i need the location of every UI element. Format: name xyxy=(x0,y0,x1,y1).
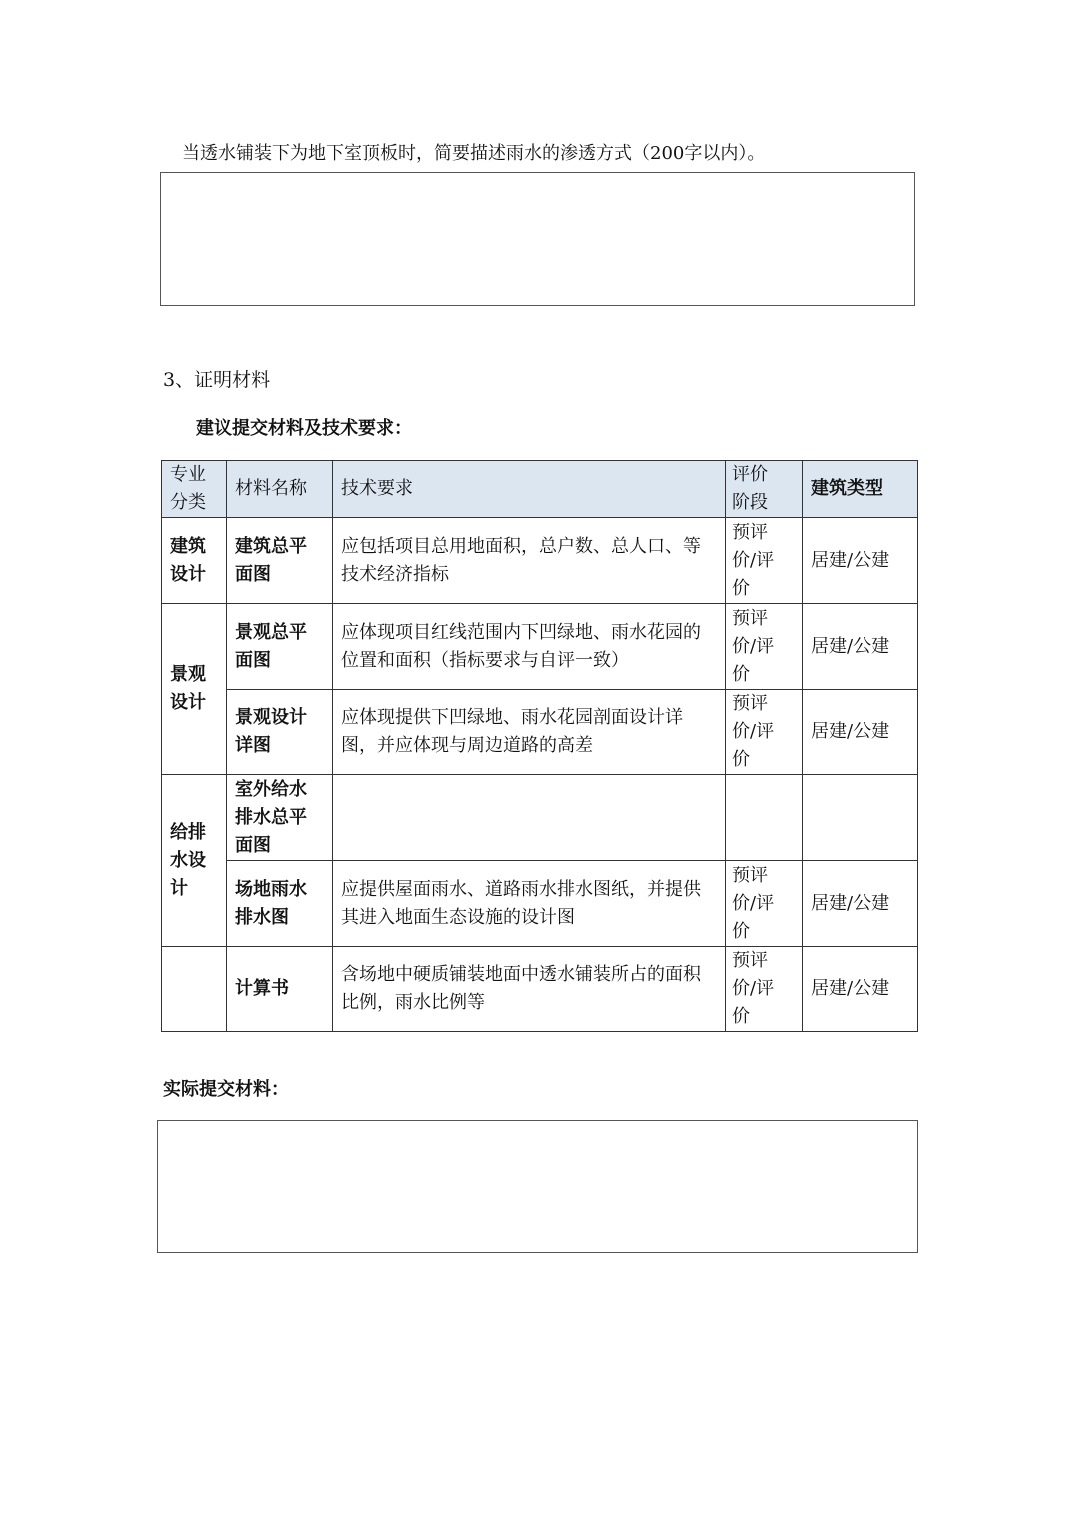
requirement-cell: 应体现提供下凹绿地、雨水花园剖面设计详图，并应体现与周边道路的高差 xyxy=(333,690,726,775)
stage-cell: 预评价/评价 xyxy=(726,518,803,604)
table-row xyxy=(162,690,918,775)
requirement-cell: 含场地中硬质铺装地面中透水铺装所占的面积比例，雨水比例等 xyxy=(333,947,726,1032)
stage-cell: 预评价/评价 xyxy=(726,690,803,775)
table-row xyxy=(162,518,918,604)
stage-cell: 预评价/评价 xyxy=(726,947,803,1032)
building-type-cell: 居建/公建 xyxy=(803,690,918,775)
category-cell xyxy=(162,947,227,1032)
material-name-cell: 场地雨水排水图 xyxy=(227,861,333,947)
materials-table xyxy=(161,460,918,1032)
building-type-cell xyxy=(803,775,918,861)
table-row xyxy=(162,775,918,861)
actual-materials-box[interactable] xyxy=(157,1120,918,1253)
material-name-cell: 计算书 xyxy=(227,947,333,1032)
building-type-cell: 居建/公建 xyxy=(803,518,918,604)
header-name: 材料名称 xyxy=(227,461,333,518)
category-cell: 景观设计 xyxy=(162,604,227,775)
section-subtitle: 建议提交材料及技术要求： xyxy=(196,418,412,439)
table-header-row xyxy=(162,461,918,518)
table-row xyxy=(162,947,918,1032)
actual-materials-label: 实际提交材料： xyxy=(163,1079,289,1100)
header-requirement: 技术要求 xyxy=(333,461,726,518)
infiltration-answer-box[interactable] xyxy=(160,172,915,306)
requirement-cell: 应包括项目总用地面积，总户数、总人口、等技术经济指标 xyxy=(333,518,726,604)
stage-cell xyxy=(726,775,803,861)
building-type-cell: 居建/公建 xyxy=(803,861,918,947)
table-row xyxy=(162,861,918,947)
header-stage: 评价阶段 xyxy=(726,461,803,518)
material-name-cell: 室外给水排水总平面图 xyxy=(227,775,333,861)
building-type-cell: 居建/公建 xyxy=(803,604,918,690)
stage-cell: 预评价/评价 xyxy=(726,861,803,947)
category-cell: 建筑设计 xyxy=(162,518,227,604)
header-category: 专业分类 xyxy=(162,461,227,518)
material-name-cell: 建筑总平面图 xyxy=(227,518,333,604)
requirement-cell: 应体现项目红线范围内下凹绿地、雨水花园的位置和面积（指标要求与自评一致） xyxy=(333,604,726,690)
section-title: 3、证明材料 xyxy=(163,369,271,391)
material-name-cell: 景观设计详图 xyxy=(227,690,333,775)
header-building-type: 建筑类型 xyxy=(803,461,918,518)
table-row xyxy=(162,604,918,690)
category-cell: 给排水设计 xyxy=(162,775,227,947)
stage-cell: 预评价/评价 xyxy=(726,604,803,690)
infiltration-prompt: 当透水铺装下为地下室顶板时，简要描述雨水的渗透方式（200字以内）。 xyxy=(182,143,766,164)
material-name-cell: 景观总平面图 xyxy=(227,604,333,690)
requirement-cell: 应提供屋面雨水、道路雨水排水图纸，并提供其进入地面生态设施的设计图 xyxy=(333,861,726,947)
building-type-cell: 居建/公建 xyxy=(803,947,918,1032)
requirement-cell xyxy=(333,775,726,861)
